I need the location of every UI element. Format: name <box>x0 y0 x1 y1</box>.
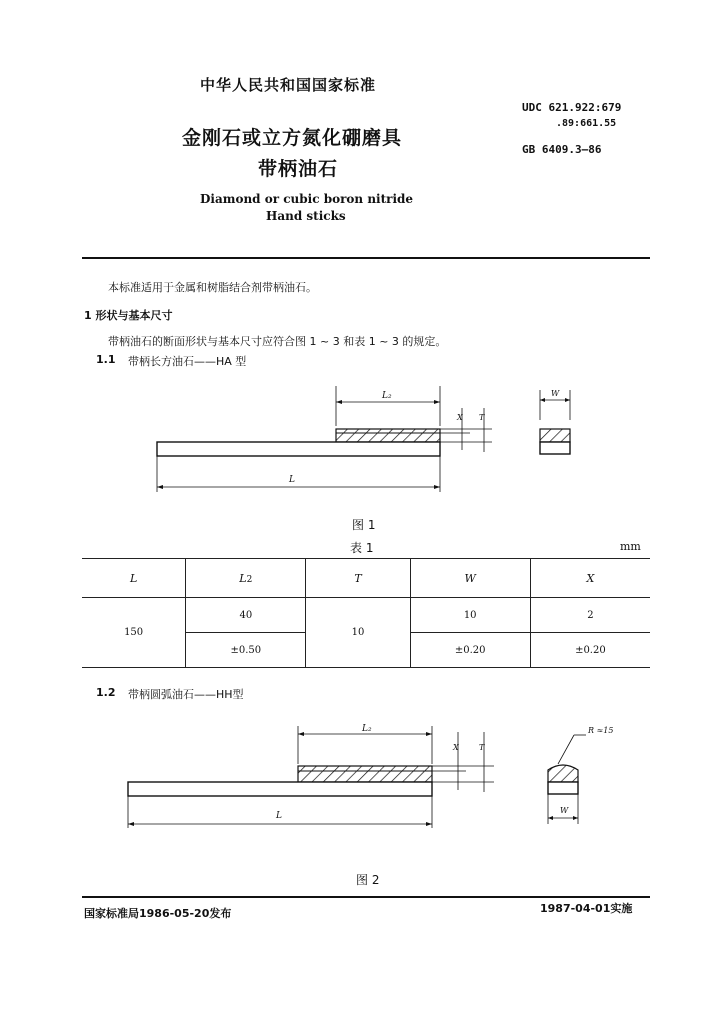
document-title-line2: 带柄油石 <box>258 158 339 180</box>
intro-paragraph: 本标准适用于金属和树脂结合剂带柄油石。 <box>108 281 317 294</box>
udc-code-line2: .89:661.55 <box>556 118 617 129</box>
figure-1-drawing <box>0 380 724 510</box>
section-1-title: 1 形状与基本尺寸 <box>84 309 173 322</box>
document-title-en-line1: Diamond or cubic boron nitride <box>200 192 414 206</box>
gb-number: GB 6409.3—86 <box>522 143 602 156</box>
cell-l2-value: 40 <box>186 598 306 633</box>
subsection-1-1-number: 1.1 <box>96 353 116 366</box>
subsection-1-1-title: 带柄长方油石——HA 型 <box>128 355 247 368</box>
fig2-label-r: R ≈15 <box>588 726 614 735</box>
table-header-row <box>82 559 650 598</box>
table-1-unit: mm <box>620 540 641 553</box>
document-org: 中华人民共和国国家标准 <box>200 76 377 94</box>
subsection-1-2-title: 带柄圆弧油石——HH型 <box>128 688 244 701</box>
table-header-w: W <box>410 559 530 598</box>
table-row <box>82 598 650 633</box>
subsection-1-2-number: 1.2 <box>96 686 116 699</box>
udc-code-line1: UDC 621.922:679 <box>522 101 622 114</box>
fig1-label-l: L <box>289 475 295 485</box>
figure-2-caption: 图 2 <box>356 873 380 887</box>
header-rule <box>82 257 650 259</box>
cell-w-value: 10 <box>410 598 530 633</box>
fig1-label-t: T <box>479 413 485 422</box>
fig1-label-w: W <box>551 389 560 398</box>
cell-x-value: 2 <box>530 598 650 633</box>
footer-rule <box>82 896 650 898</box>
fig1-label-l2: L₂ <box>382 391 392 401</box>
cell-l-value: 150 <box>82 598 186 668</box>
cell-w-tol: ±0.20 <box>410 633 530 668</box>
table-header-x: X <box>530 559 650 598</box>
fig1-label-x: X <box>457 413 463 422</box>
table-header-l2: L2 <box>186 559 306 598</box>
effective-date: 1987-04-01实施 <box>540 902 633 915</box>
cell-x-tol: ±0.20 <box>530 633 650 668</box>
issued-date: 国家标准局1986-05-20发布 <box>84 907 232 920</box>
document-title-en-line2: Hand sticks <box>266 209 346 223</box>
table-header-l: L <box>82 559 186 598</box>
table-1-caption: 表 1 <box>350 541 374 555</box>
figure-2-drawing <box>0 720 724 845</box>
figure-1-caption: 图 1 <box>352 518 376 532</box>
document-title-line1: 金刚石或立方氮化硼磨具 <box>182 127 403 149</box>
fig2-label-l2: L₂ <box>362 724 372 734</box>
section-1-text: 带柄油石的断面形状与基本尺寸应符合图 1 ~ 3 和表 1 ~ 3 的规定。 <box>108 335 447 348</box>
table-1 <box>82 558 650 668</box>
fig2-label-w: W <box>560 806 569 815</box>
cell-t-value: 10 <box>306 598 410 668</box>
table-header-t: T <box>306 559 410 598</box>
fig2-label-l: L <box>276 811 282 821</box>
cell-l2-tol: ±0.50 <box>186 633 306 668</box>
fig2-label-t: T <box>479 743 485 752</box>
fig2-label-x: X <box>453 743 459 752</box>
